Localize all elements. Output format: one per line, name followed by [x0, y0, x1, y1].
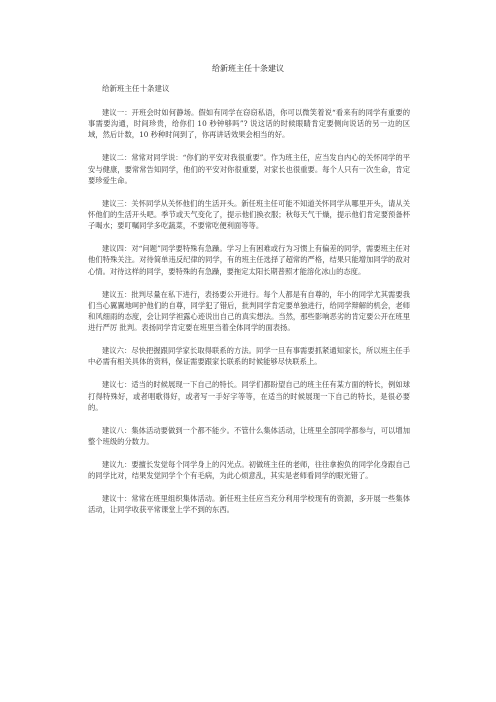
document-subtitle: 给新班主任十条建议 [102, 84, 170, 93]
advice-paragraph-8: 建议八：集体活动要做到一个都不能少。不管什么集体活动，让班里全部同学都参与，可以增加整个班级的分数力。 [88, 425, 410, 447]
advice-paragraph-6: 建议六：尽快把握跟同学家长取得联系的方法。同学一旦有事需要抓紧通知家长，所以班主任手中必需有相关具体的资料，保证需要跟家长联系的时候能够尽快联系上。 [88, 346, 410, 367]
advice-paragraph-2: 建议二：常常对同学说：“你们的平安对我很重要”。作为班主任，应当发自内心的关怀同学的平安与健康，要常常告知同学，他们的平安对你很重要，对家长也很重要。每个人只有一次生命，肯定要珍爱生命。 [88, 153, 410, 185]
advice-paragraph-5: 建议五：批判尽量在私下进行，表扬要公开进行。每个人都是有自尊的，年小的同学尤其需要我们当心翼翼地呵护他们的自尊，同学犯了错后，批判同学肯定要单独进行，给同学辩解的机会，老师和风细雨的态度，会让同学袒露心迹说出自己的真实想法。当然，那些影响恶劣的肯定要公开在班里进行严厉 批判。表扬同学肯定要在班里当着全体同学的面表扬。 [88, 289, 410, 333]
advice-paragraph-4: 建议四：对“问题”同学要特殊有急躁。学习上有困难或行为习惯上有偏差的同学，需要班主任对他们特殊关注。对待简单违反纪律的同学，有的班主任选择了超常的严格，结果只能增加同学的敌对心情。对待这样的同学，要特殊的有急躁，要拖定太阳长期普照才能溶化冰山的态度。 [88, 244, 410, 276]
advice-paragraph-10: 建议十：常常在班里组织集体活动。新任班主任应当充分利用学校现有的资源，多开展一些集体活动，让同学收获平常课堂上学不到的东西。 [88, 494, 410, 515]
advice-paragraph-7: 建议七：适当的时候展现一下自己的特长。同学们都盼望自己的班主任有某方面的特长，例如球打得特殊好，或者唱歌得好，或者写一手好字等等，在适当的时候展现一下自己的特长，是很必要的。 [88, 380, 410, 412]
document-title: 给新班主任十条建议 [212, 64, 284, 73]
advice-paragraph-1: 建议一：开班会时如何静场。假如有同学在窃窃私语，你可以微笑着说“看来有的同学有重要的事需要沟通，时间珍贵，给你们 10 秒钟够吗”? 说这话的时候眼睛肯定要侧向说话的另一边的区域，然后计数，10 秒种时间到了，你再讲话效果会相当的好。 [88, 108, 410, 140]
advice-paragraph-3: 建议三：关怀同学从关怀他们的生活开头。新任班主任可能不知道关怀同学从哪里开头，请从关怀他们的生活开头吧。季节或天气变化了，提示他们换衣服；秋每天气干燥，提示他们肯定要预备杯子喝水；要叮嘱同学多吃蔬菜，不要常吃便利面等等。 [88, 198, 410, 231]
document-body [88, 83, 410, 527]
advice-paragraph-9: 建议九：要擅长发觉每个同学身上的闪光点。初做班主任的老师，往往拿抱负的同学化身跟自己的同学比对，结果发觉同学个个有毛病，为此心烦意乱，其实是老师看同学的眼光错了。 [88, 460, 410, 481]
